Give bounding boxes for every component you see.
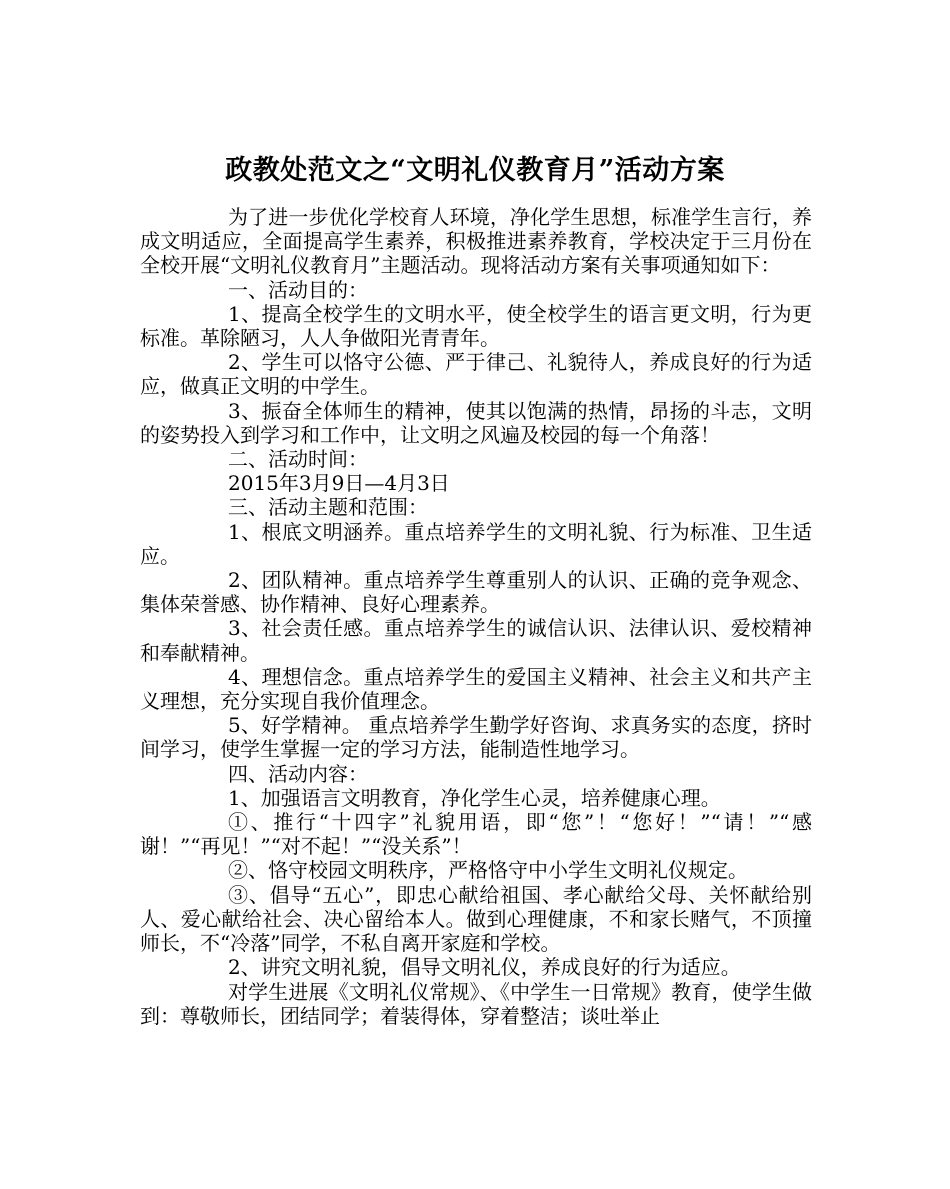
purpose-item-2: 2、学生可以恪守公德、严于律己、礼貌待人，养成良好的行为适应，做真正文明的中学生。 [140,350,812,399]
section-heading-time: 二、活动时间： [228,447,368,472]
theme-item-2: 2、团队精神。重点培养学生尊重别人的认识、正确的竞争观念、集体荣誉感、协作精神、良好心理素养。 [140,568,812,617]
activity-date-range: 2015年3月9日—4月3日 [228,471,450,496]
section-heading-theme: 三、活动主题和范围： [228,495,428,520]
content-item-1: 1、加强语言文明教育，净化学生心灵，培养健康心理。 [228,785,721,810]
purpose-item-1: 1、提高全校学生的文明水平，使全校学生的语言更文明，行为更标准。革除陋习，人人争做阳光青青年。 [140,301,812,351]
theme-item-4: 4、理想信念。重点培养学生的爱国主义精神、社会主义和共产主义理想，充分实现自我价值理念。 [140,664,812,714]
theme-item-1: 1、根底文明涵养。重点培养学生的文明礼貌、行为标准、卫生适应。 [140,519,812,568]
purpose-item-3: 3、振奋全体师生的精神，使其以饱满的热情，昂扬的斗志，文明的姿势投入到学习和工作中，让文明之风遍及校园的每一个角落！ [140,398,812,447]
content-subitem-3: ③、倡导“五心”，即忠心献给祖国、孝心献给父母、关怀献给别人、爱心献给社会、决心留给本人。做到心理健康，不和家长赌气，不顶撞师长，不“冷落”同学，不私自离开家庭和学校。 [140,882,812,956]
content-item-2-detail: 对学生进展《文明礼仪常规》、《中学生一日常规》教育，使学生做到：尊敬师长，团结同学；着装得体，穿着整洁；谈吐举止 [140,979,812,1028]
content-subitem-1: ①、推行“十四字”礼貌用语，即“您”！“您好！”“请！”“感谢！”“再见！”“对不起！”“没关系”！ [140,810,812,859]
document-body [140,205,812,1028]
section-heading-content: 四、活动内容： [228,761,368,786]
document-title: 政教处范文之“文明礼仪教育月”活动方案 [225,155,725,187]
intro-paragraph: 为了进一步优化学校育人环境，净化学生思想，标准学生言行，养成文明适应，全面提高学生素养，积极推进素养教育，学校决定于三月份在全校开展“文明礼仪教育月”主题活动。现将活动方案有关事项通知如下： [140,205,812,278]
content-item-2: 2、讲究文明礼貌，倡导文明礼仪，养成良好的行为适应。 [228,955,741,980]
theme-item-5: 5、好学精神。 重点培养学生勤学好咨询、求真务实的态度，挤时间学习，使学生掌握一定的学习方法，能制造性地学习。 [140,713,812,762]
theme-item-3: 3、社会责任感。重点培养学生的诚信认识、法律认识、爱校精神和奉献精神。 [140,616,812,665]
section-heading-purpose: 一、活动目的： [228,277,368,302]
content-subitem-2: ②、恪守校园文明秩序，严格恪守中小学生文明礼仪规定。 [228,858,748,883]
